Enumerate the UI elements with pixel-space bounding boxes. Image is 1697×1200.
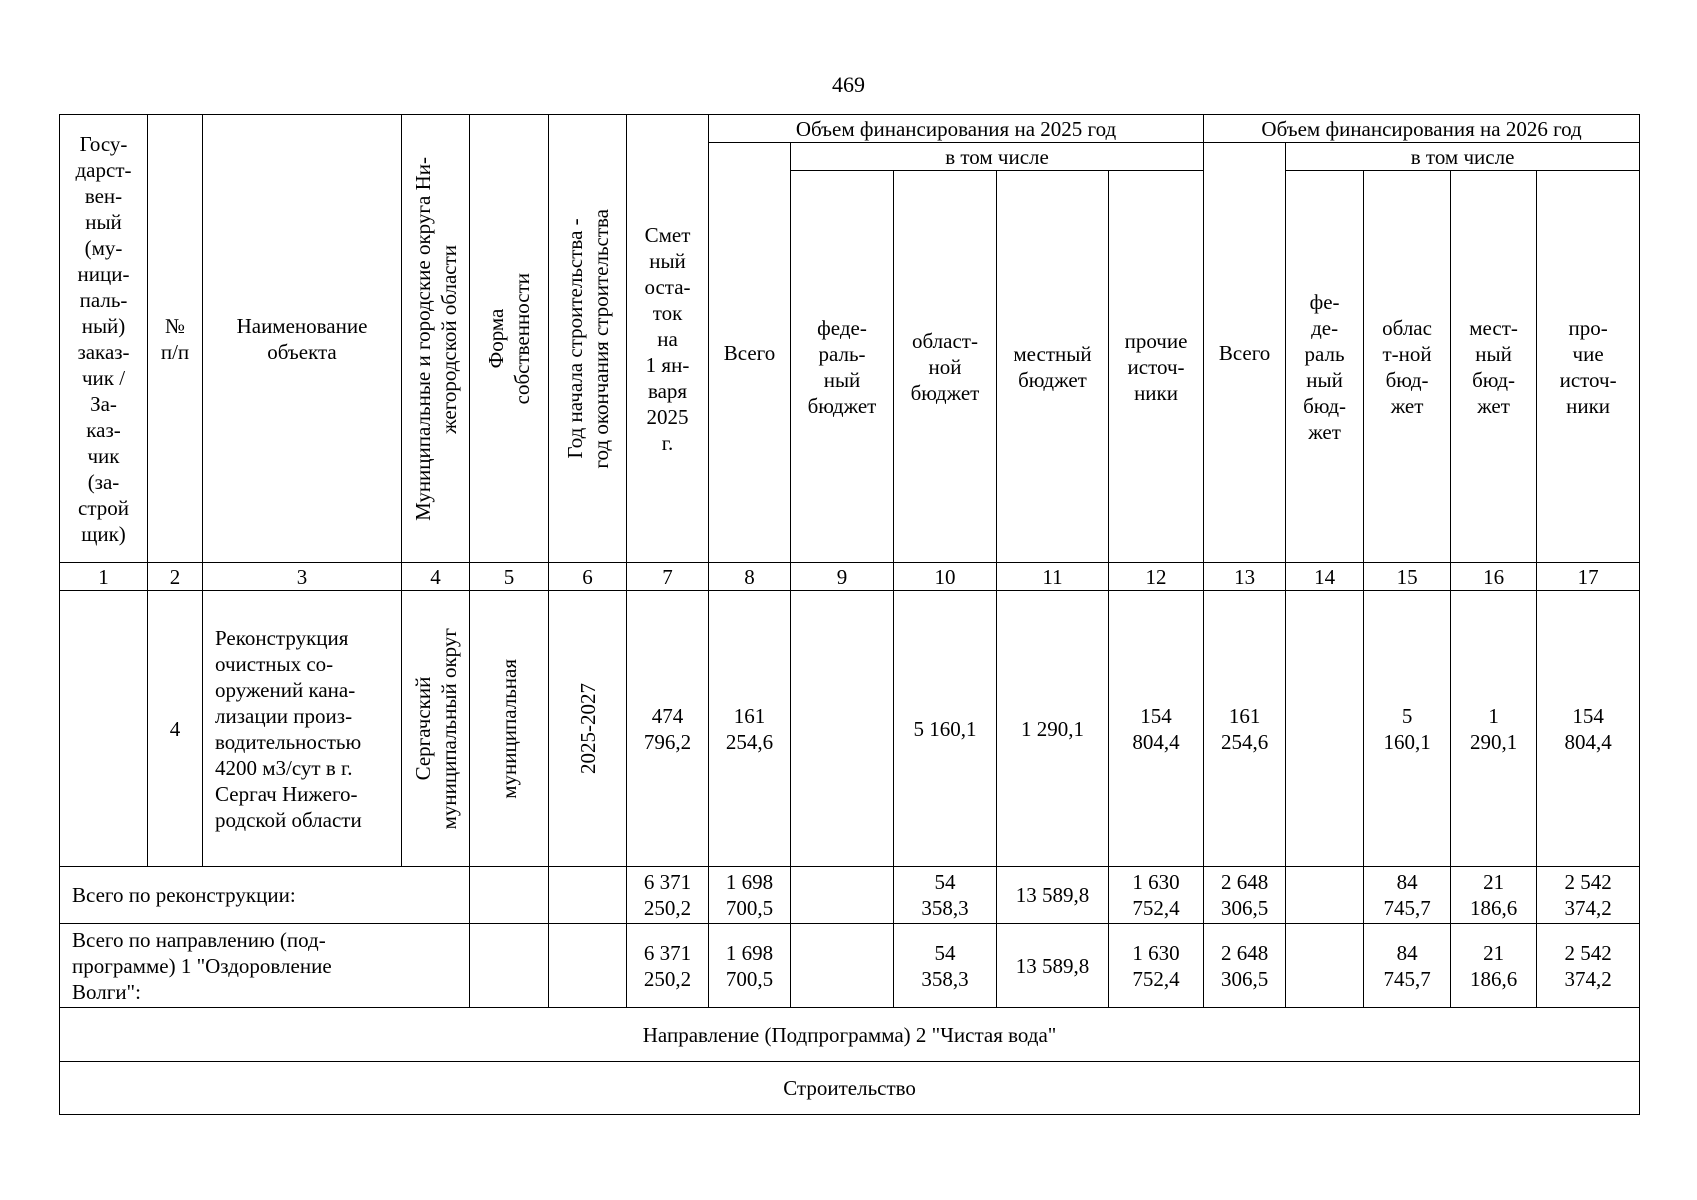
- total-regional-2025: 54 358,3: [894, 867, 997, 924]
- header-ownership: Форма собственности: [484, 272, 534, 405]
- col-number: 10: [894, 563, 997, 591]
- empty-cell: [791, 924, 894, 1008]
- total-local-2025: 13 589,8: [997, 867, 1109, 924]
- col-number: 12: [1109, 563, 1204, 591]
- cell-other-2026: 154 804,4: [1537, 591, 1640, 867]
- cell-years: [549, 591, 627, 867]
- cell-total-2025: 161 254,6: [709, 591, 791, 867]
- total-2026: 2 648 306,5: [1204, 867, 1286, 924]
- header-local-2025: местный бюджет: [997, 171, 1109, 563]
- cell-regional-2026: 5 160,1: [1364, 591, 1451, 867]
- header-local-2026: мест- ный бюд- жет: [1451, 171, 1537, 563]
- cell-ownership-text: муниципальная: [497, 658, 521, 799]
- header-federal-2025: феде- раль- ный бюджет: [791, 171, 894, 563]
- subsection-title: Строительство: [60, 1062, 1640, 1115]
- total-direction-label: Всего по направлению (под- программе) 1 "Оздоровление Волги":: [60, 924, 470, 1008]
- total-2025: 1 698 700,5: [709, 867, 791, 924]
- cell-local-2026: 1 290,1: [1451, 591, 1537, 867]
- header-municipality: Муниципальные и городские округа Ни- жегородской области: [410, 156, 461, 521]
- direction-regional-2026: 84 745,7: [1364, 924, 1451, 1008]
- financing-table: [59, 114, 1640, 1115]
- col-number: 11: [997, 563, 1109, 591]
- col-number: 6: [549, 563, 627, 591]
- header-total-2025: Всего: [709, 143, 791, 563]
- header-regional-2026: облас т-ной бюд- жет: [1364, 171, 1451, 563]
- col-number: 7: [627, 563, 709, 591]
- total-other-2026: 2 542 374,2: [1537, 867, 1640, 924]
- direction-regional-2025: 54 358,3: [894, 924, 997, 1008]
- total-other-2025: 1 630 752,4: [1109, 867, 1204, 924]
- cell-balance: 474 796,2: [627, 591, 709, 867]
- header-fin-2025: Объем финансирования на 2025 год: [709, 115, 1204, 143]
- cell-federal-2025: [791, 591, 894, 867]
- total-direction-row: [60, 924, 1640, 1008]
- col-number: 9: [791, 563, 894, 591]
- empty-cell: [1286, 867, 1364, 924]
- col-number: 8: [709, 563, 791, 591]
- header-other-2026: про- чие источ- ники: [1537, 171, 1640, 563]
- direction-total-2026: 2 648 306,5: [1204, 924, 1286, 1008]
- header-total-2026: Всего: [1204, 143, 1286, 563]
- direction-local-2025: 13 589,8: [997, 924, 1109, 1008]
- section-title: Направление (Подпрограмма) 2 "Чистая вода": [60, 1008, 1640, 1062]
- header-years: Год начала строительства - год окончания строительства: [562, 208, 613, 469]
- header-years-cell: [549, 115, 627, 563]
- header-customer: Госу- дарст- вен- ный (му- ници- паль- ный) заказ- чик / За- каз- чик (за- строй щик): [60, 115, 148, 563]
- header-incl-2026: в том числе: [1286, 143, 1640, 171]
- header-municipality-cell: [402, 115, 470, 563]
- header-federal-2026: фе- де- раль ный бюд- жет: [1286, 171, 1364, 563]
- col-number: 15: [1364, 563, 1451, 591]
- direction-total-2025: 1 698 700,5: [709, 924, 791, 1008]
- cell-number: 4: [148, 591, 203, 867]
- col-number: 16: [1451, 563, 1537, 591]
- cell-ownership: [470, 591, 549, 867]
- empty-cell: [470, 924, 549, 1008]
- empty-cell: [791, 867, 894, 924]
- direction-local-2026: 21 186,6: [1451, 924, 1537, 1008]
- cell-municipality-text: Сергачский муниципальный округ: [410, 627, 461, 830]
- cell-customer: [60, 591, 148, 867]
- header-number: № п/п: [148, 115, 203, 563]
- direction-other-2025: 1 630 752,4: [1109, 924, 1204, 1008]
- empty-cell: [549, 924, 627, 1008]
- col-number: 2: [148, 563, 203, 591]
- total-balance: 6 371 250,2: [627, 867, 709, 924]
- col-number: 14: [1286, 563, 1364, 591]
- empty-cell: [549, 867, 627, 924]
- col-number: 1: [60, 563, 148, 591]
- header-fin-2026: Объем финансирования на 2026 год: [1204, 115, 1640, 143]
- empty-cell: [470, 867, 549, 924]
- column-numbers-row: [60, 563, 1640, 591]
- cell-federal-2026: [1286, 591, 1364, 867]
- col-number: 17: [1537, 563, 1640, 591]
- col-number: 5: [470, 563, 549, 591]
- cell-object-name: Реконструкция очистных со- оружений кана- лизации произ- водительностью 4200 м3/сут в г. Сергач Нижего- родской области: [203, 591, 402, 867]
- header-balance: Смет ный оста- ток на 1 ян- варя 2025 г.: [627, 115, 709, 563]
- cell-years-text: 2025-2027: [575, 683, 600, 774]
- header-regional-2025: област- ной бюджет: [894, 171, 997, 563]
- header-ownership-cell: [470, 115, 549, 563]
- col-number: 13: [1204, 563, 1286, 591]
- cell-other-2025: 154 804,4: [1109, 591, 1204, 867]
- cell-municipality: [402, 591, 470, 867]
- total-reconstruction-label: Всего по реконструкции:: [60, 867, 470, 924]
- cell-total-2026: 161 254,6: [1204, 591, 1286, 867]
- col-number: 4: [402, 563, 470, 591]
- total-regional-2026: 84 745,7: [1364, 867, 1451, 924]
- total-local-2026: 21 186,6: [1451, 867, 1537, 924]
- header-incl-2025: в том числе: [791, 143, 1204, 171]
- page-number: 469: [832, 72, 865, 97]
- table-row: [60, 591, 1640, 867]
- cell-local-2025: 1 290,1: [997, 591, 1109, 867]
- direction-balance: 6 371 250,2: [627, 924, 709, 1008]
- cell-regional-2025: 5 160,1: [894, 591, 997, 867]
- total-reconstruction-row: [60, 867, 1640, 924]
- col-number: 3: [203, 563, 402, 591]
- header-other-2025: прочие источ- ники: [1109, 171, 1204, 563]
- direction-other-2026: 2 542 374,2: [1537, 924, 1640, 1008]
- header-object-name: Наименование объекта: [203, 115, 402, 563]
- empty-cell: [1286, 924, 1364, 1008]
